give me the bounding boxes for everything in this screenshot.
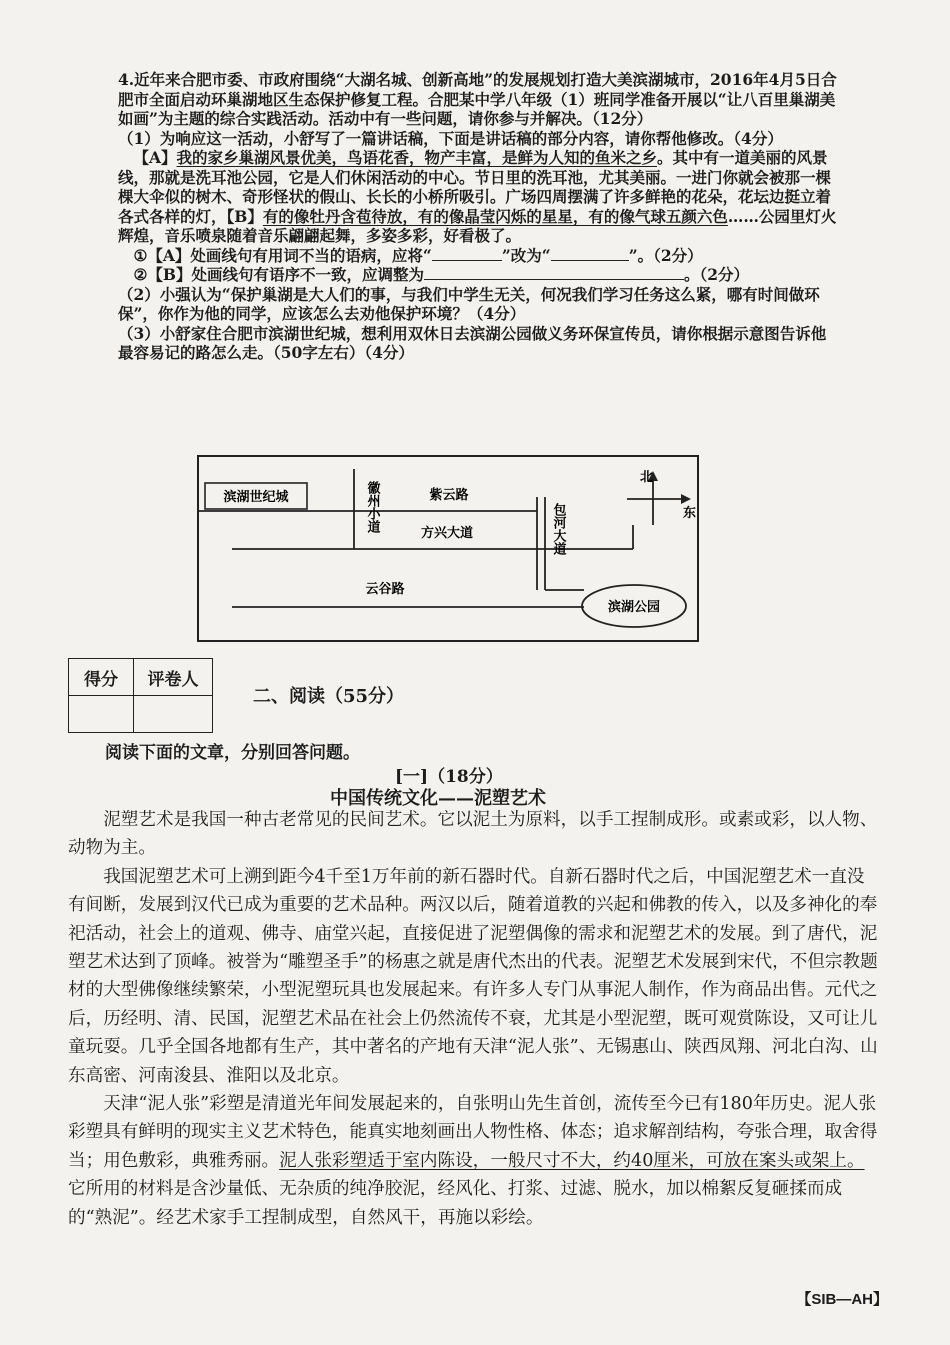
route-map [197,455,699,642]
part-1-heading: [一]（18分） [395,767,503,787]
q4-intro: 4.近年来合肥市委、市政府围绕“大湖名城、创新高地”的发展规划打造大美滨湖城市，2016年4月5日合肥市全面启动环巢湖地区生态保护修复工程。合肥某中学八年级（1）班同学准备开展以“让八百里巢湖美如画”为主题的综合实践活动。活动中有一些问题，请你参与并解决。（12分） [118,70,837,128]
score-cell[interactable] [69,696,134,733]
paragraph-3-text-b: 它所用的材料是含沙量低、无杂质的纯净胶泥，经风化、打浆、过滤、脱水，加以棉絮反复砸揉而成的“熟泥”。经艺术家手工捏制成型，自然风干，再施以彩绘。 [68,1179,843,1228]
label-ziyun-road: 紫云路 [429,488,469,503]
grader-header: 评卷人 [134,659,213,696]
q4-sub2: （2）小强认为“保护巢湖是大人们的事，与我们中学生无关，何况我们学习任务这么紧，哪有时间做环保”，你作为他的同学，应该怎么去劝他保护环境？（4分） [118,284,820,323]
label-yungu-road: 云谷路 [365,582,405,597]
label-huizhou-xiaodao: 徽州小道 [364,481,380,533]
grader-cell[interactable] [134,696,213,733]
speech-passage [118,148,838,246]
underlined-sentence-b: 有的像牡丹含苞待放，有的像晶莹闪烁的星星，有的像气球五颜六色 [262,206,728,226]
answer-blank-2[interactable] [551,246,629,261]
article-paragraph-1: 泥塑艺术是我国一种古老常见的民间艺术。它以泥土为原料，以手工捏制成形。或素或彩，以人物、动物为主。 [68,810,878,859]
label-baohe-avenue: 包河大道 [550,503,566,555]
passage-end: ……公园里灯火辉煌，音乐喷泉随着音乐翩翩起舞，多姿多彩，好看极了。 [118,206,837,245]
label-east: 东 [683,506,697,521]
passage-middle: 。其中有一道美丽的风景线，那就是洗耳池公园，它是人们休闲活动的中心。节日里的洗耳池，尤其美丽。一进门你就会被那一棵棵大伞似的树木、奇形怪状的假山、长长的小桥所吸引。广场四周摆满了许多鲜艳的花朵，花坛边挺立着各式各样的灯， [118,148,832,226]
mark-b: 【B】 [226,206,263,226]
label-binhu-park: 滨湖公园 [607,600,661,615]
answer-blank-1[interactable] [432,246,502,261]
paragraph-3-text-a: 天津“泥人张”彩塑是清道光年间发展起来的，自张明山先生首创，流传至今已有180年历史。泥人张彩塑具有鲜明的现实主义艺术特色，能真实地刻画出人物性格、体态；追求解剖结构，夸张合理，取舍得当；用色敷彩，典雅秀丽。 [68,1094,878,1171]
article-paragraph-3 [68,1090,878,1232]
article-title: 中国传统文化——泥塑艺术 [330,788,546,809]
compass-east-arrowhead-icon [681,494,691,504]
footer-code: 【SIB—AH】 [796,1291,888,1308]
item2-text-c: 。（2分） [684,265,750,284]
q4-sub3: （3）小舒家住合肥市滨湖世纪城，想利用双休日去滨湖公园做义务环保宣传员，请你根据示意图告诉他最容易记的路怎么走。（50字左右）（4分） [118,323,827,362]
item1-text-b: ”改为“ [501,245,551,265]
mark-a: 【A】 [133,148,177,167]
answer-blank-3[interactable] [424,265,684,280]
q4-item2 [118,265,838,285]
q4-item1 [118,246,838,266]
score-header: 得分 [69,659,134,696]
item1-text-a: ①【A】处画线句有用词不当的语病，应将“ [133,245,432,265]
score-table [68,658,213,733]
article-body [68,806,878,1232]
item2-text-a: ②【B】处画线句有语序不一致，应调整为 [133,265,424,284]
underlined-sentence-a: 我的家乡巢湖风景优美，鸟语花香，物产丰富，是鲜为人知的鱼米之乡 [176,148,658,167]
q4-sub1: （1）为响应这一活动，小舒写了一篇讲话稿，下面是讲话稿的部分内容，请你帮他修改。（4分） [118,128,783,148]
label-binhu-shiji: 滨湖世纪城 [223,490,289,505]
label-north: 北 [640,470,654,485]
reading-instruction: 阅读下面的文章，分别回答问题。 [105,743,360,763]
item1-text-c: ”。（2分） [628,245,703,265]
label-fangxing-avenue: 方兴大道 [420,526,474,541]
section-2-heading: 二、阅读（55分） [253,686,405,707]
question-4 [118,70,838,363]
article-paragraph-2: 我国泥塑艺术可上溯到距今4千至1万年前的新石器时代。自新石器时代之后，中国泥塑艺术一直没有间断，发展到汉代已成为重要的艺术品种。两汉以后，随着道教的兴起和佛教的传入，以及多神化的奉祀活动，社会上的道观、佛寺、庙堂兴起，直接促进了泥塑偶像的需求和泥塑艺术的发展。到了唐代，泥塑艺术达到了顶峰。被誉为“雕塑圣手”的杨惠之就是唐代杰出的代表。泥塑艺术发展到宋代，不但宗教题材的大型佛像继续繁荣，小型泥塑玩具也发展起来。有许多人专门从事泥人制作，作为商品出售。元代之后，历经明、清、民国，泥塑艺术品在社会上仍然流传不衰，尤其是小型泥塑，既可观赏陈设，又可让儿童玩耍。几乎全国各地都有生产，其中著名的产地有天津“泥人张”、无锡惠山、陕西凤翔、河北白沟、山东高密、河南浚县、淮阳以及北京。 [68,866,878,1086]
paragraph-3-underlined: 泥人张彩塑适于室内陈设，一般尺寸不大，约40厘米，可放在案头或架上。 [279,1150,865,1171]
